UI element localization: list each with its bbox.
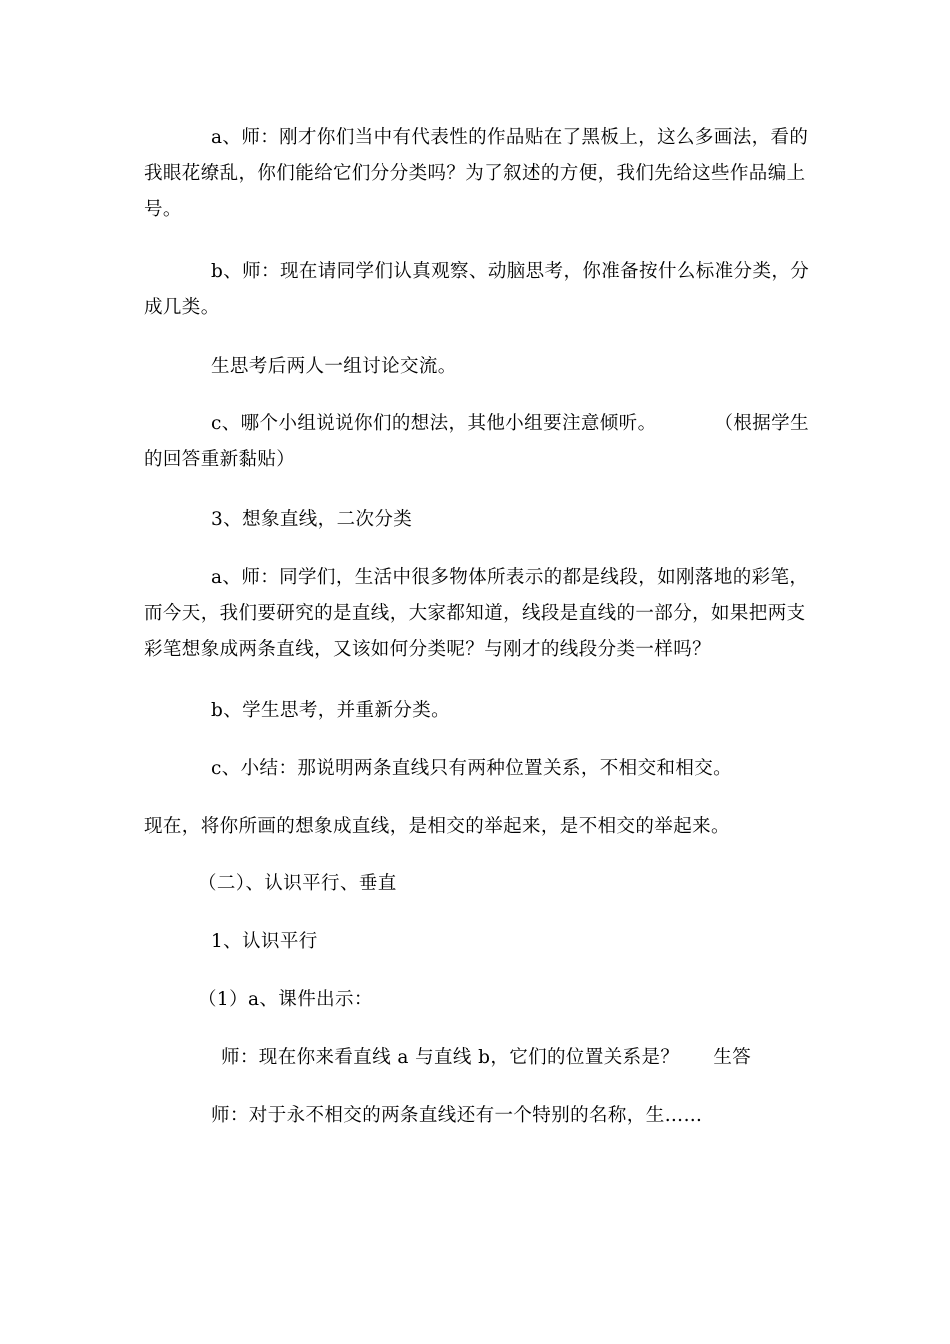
paragraph-c-summary: c、小结：那说明两条直线只有两种位置关系，不相交和相交。 [211, 758, 733, 779]
student-answer-label: 生答 [713, 1047, 752, 1068]
group-share-note: （根据学生的回答重新黏贴） [144, 413, 809, 470]
paragraph-now-raise-hands: 现在，将你所画的想象成直线，是相交的举起来，是不相交的举起来。 [144, 816, 730, 837]
paragraph-b-student-reclassify: b、学生思考，并重新分类。 [211, 700, 451, 721]
subheading-courseware-show: （1）a、课件出示： [198, 989, 373, 1010]
paragraph-teacher-question-lines [221, 1040, 751, 1076]
section-heading-imagine-lines: 3、想象直线，二次分类 [211, 509, 413, 530]
paragraph-a-teacher-intro: a、师：刚才你们当中有代表性的作品贴在了黑板上，这么多画法，看的我眼花缭乱，你们能给它们分分类吗？为了叙述的方便，我们先给这些作品编上号。 [144, 127, 809, 220]
paragraph-a-teacher-lines: a、师：同学们，生活中很多物体所表示的都是线段，如刚落地的彩笔，而今天，我们要研究的是直线，大家都知道，线段是直线的一部分，如果把两支彩笔想象成两条直线，又该如何分类呢？与刚才的线段分类一样吗？ [144, 567, 809, 660]
group-share-text: c、哪个小组说说你们的想法，其他小组要注意倾听。 [211, 413, 657, 434]
teacher-question-text: 师：现在你来看直线 a 与直线 b，它们的位置关系是？ [221, 1047, 680, 1068]
paragraph-c-group-share [144, 406, 816, 478]
subheading-know-parallel: 1、认识平行 [211, 931, 318, 952]
paragraph-b-teacher-observe: b、师：现在请同学们认真观察、动脑思考，你准备按什么标准分类，分成几类。 [144, 261, 810, 318]
paragraph-student-discuss: 生思考后两人一组讨论交流。 [211, 356, 457, 377]
section-heading-parallel-perpendicular: （二）、认识平行、垂直 [198, 873, 397, 894]
paragraph-teacher-special-name: 师：对于永不相交的两条直线还有一个特别的名称，生…… [211, 1105, 703, 1126]
